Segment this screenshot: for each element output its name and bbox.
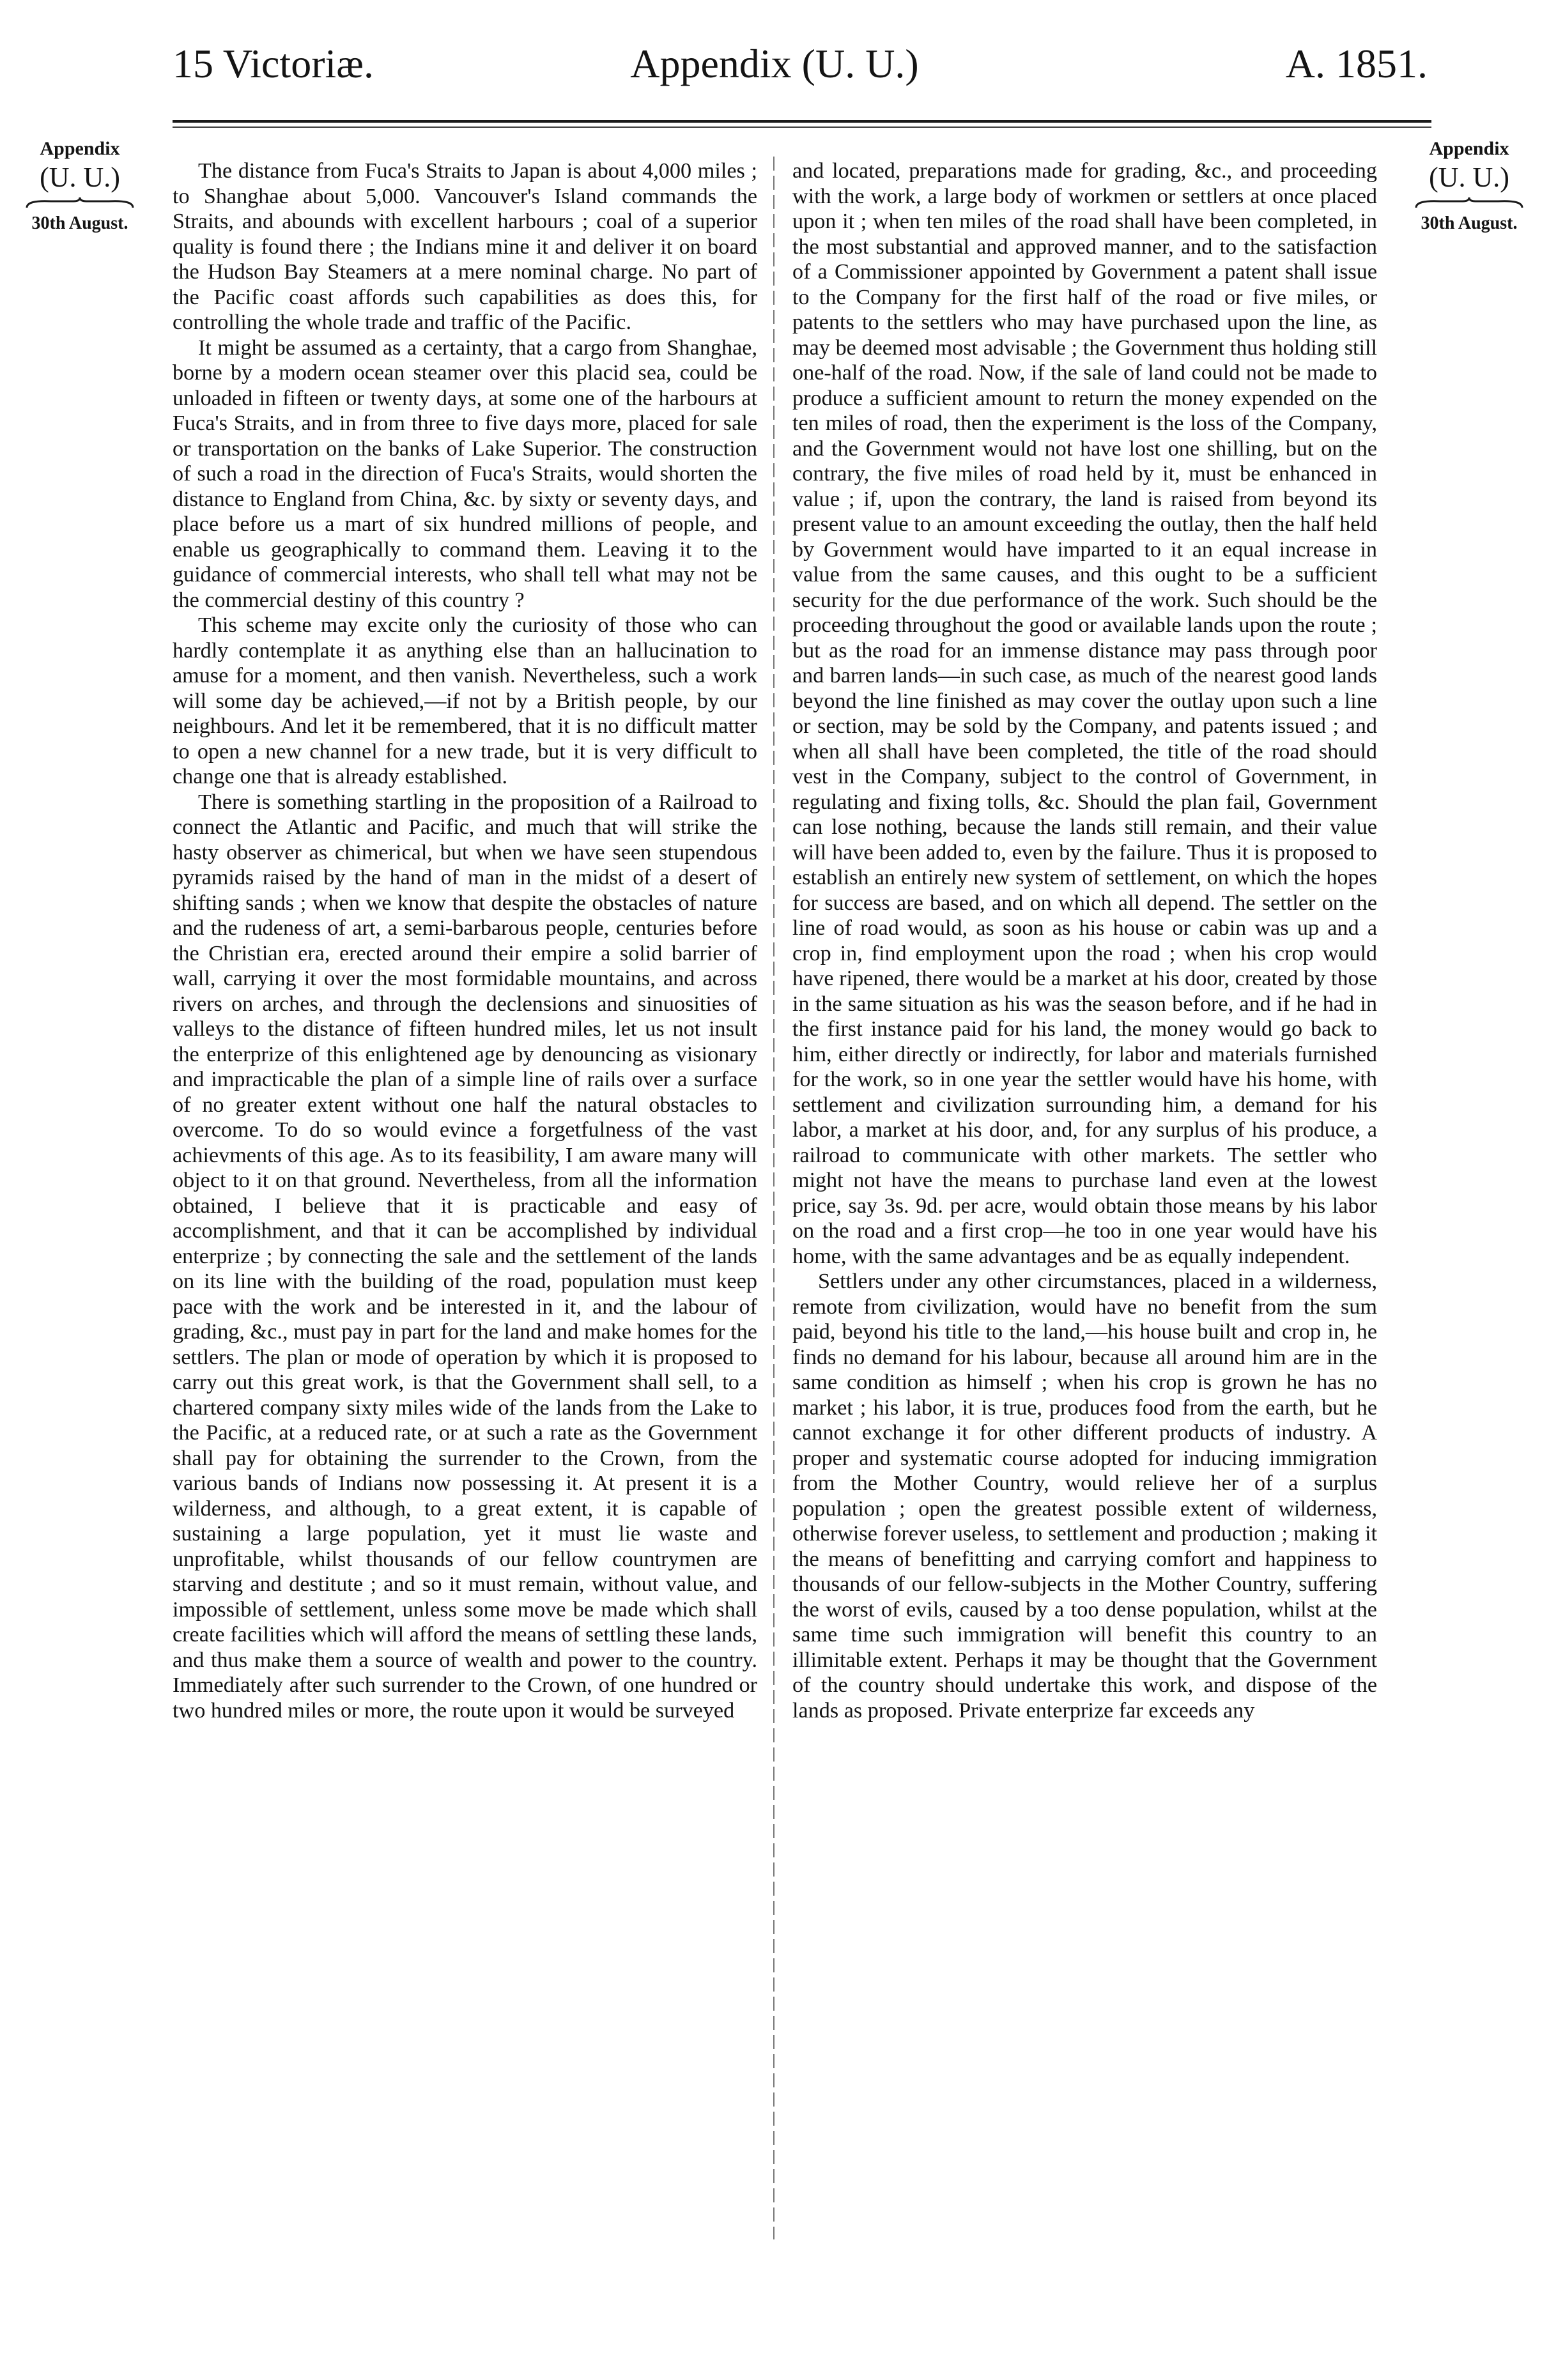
header-session: A. 1851. bbox=[1285, 41, 1428, 86]
left-column bbox=[173, 158, 757, 1723]
paragraph: There is something startling in the proposition of a Railroad to connect the Atlantic and Pacific, and much that will strike the hasty observer as chimerical, but when we have seen stupendous pyramids raised by the hand of man in the midst of a desert of shifting sands ; when we know that despite the obstacles of nature and the rudeness of art, a semi-barbarous people, centuries before the Christian era, erected around their empire a solid barrier of wall, carrying it over the most formidable mountains, and across rivers on arches, and through the declensions and sinuosities of valleys to the distance of fifteen hundred miles, let us not insult the enterprize of this enlightened age by denouncing as visionary and impracticable the plan of a simple line of rails over a surface of no greater extent without one half the natural obstacles to overcome. To do so would evince a forgetfulness of the vast achievments of this age. As to its feasibility, I am aware many will object to it on that ground. Nevertheless, from all the information obtained, I believe that it is practicable and easy of accomplishment, and that it can be accomplished by individual enterprize ; by connecting the sale and the settlement of the lands on its line with the building of the road, population must keep pace with the work and be interested in it, and the labour of grading, &c., must pay in part for the land and make homes for the settlers. The plan or mode of operation by which it is proposed to carry out this great work, is that the Government shall sell, to a chartered company sixty miles wide of the lands from the Lake to the Pacific, at a reduced rate, or at such a rate as the Government shall pay for obtaining the surrender to the Crown, from the various bands of Indians now possessing it. At present it is a wilderness, and although, to a great extent, it is capable of sustaining a large population, yet it must lie waste and unprofitable, whilst thousands of our fellow countrymen are starving and destitute ; and so it must remain, without value, and impossible of settlement, unless some move be made which shall create facilities which will afford the means of settling these lands, and thus make them a source of wealth and power to the country. Immediately after such surrender to the Crown, of one hundred or two hundred miles or more, the route upon it would be surveyed bbox=[173, 790, 757, 1723]
paragraph: It might be assumed as a certainty, that a cargo from Shanghae, borne by a modern ocean steamer over this placid sea, could be unloaded in fifteen or twenty days, at some one of the harbours at Fuca's Straits, and in from three to five days more, placed for sale or transportation on the banks of Lake Superior. The construction of such a road in the direction of Fuca's Straits, would shorten the distance to England from China, &c. by sixty or seventy days, and place before us a mart of six hundred millions of people, and enable us geographically to command them. Leaving it to the guidance of commercial interests, who shall tell what may not be the commercial destiny of this country ? bbox=[173, 335, 757, 612]
paragraph: and located, preparations made for grading, &c., and proceeding with the work, a large body of workmen or settlers at once placed upon it ; when ten miles of the road shall have been completed, in the most substantial and approved manner, and to the satisfaction of a Commissioner appointed by Government a patent shall issue to the Company for the first half of the road or five miles, or patents to the settlers who may have purchased upon the line, as may be deemed most advisable ; the Government thus holding still one-half of the road. Now, if the sale of land could not be made to produce a sufficient amount to return the money expended on the ten miles of road, then the experiment is the loss of the Company, and the Government would not have lost one shilling, but on the contrary, the five miles of road held by it, must be enhanced in value ; if, upon the contrary, the land is raised from beyond its present value to an amount exceeding the outlay, then the half held by Government would have imparted to it an equal increase in value from the same causes, and this ought to be a sufficient security for the due performance of the work. Such should be the proceeding throughout the good or available lands upon the route ; but as the road for an immense distance may pass through poor and barren lands—in such case, as much of the nearest good lands beyond the line finished as may cover the outlay upon such a line or section, may be sold by the Company, and patents issued ; and when all shall have been completed, the title of the road should vest in the Company, subject to the control of Government, in regulating and fixing tolls, &c. Should the plan fail, Government can lose nothing, because the lands still remain, and their value will have been added to, even by the failure. Thus it is proposed to establish an entirely new system of settlement, on which the hopes for success are based, and on which all depend. The settler on the line of road would, as soon as his house or cabin was up and a crop in, find employment upon the road ; when his crop would have ripened, there would be a market at his door, created by those in the same situation as his was the season before, and if he had in the first instance paid for his land, the money would go back to him, either directly or indirectly, for labor and materials furnished for the work, so in one year the settler would have his home, with settlement and civilization surrounding him, a demand for his labor, a market at his door, and, for any surplus of his produce, a railroad to communicate with other markets. The settler who might not have the means to purchase land even at the lowest price, say 3s. 9d. per acre, would obtain those means by his labor on the road and a first crop—he too in one year would have his home, with the same advantages and be as equally independent. bbox=[792, 159, 1377, 1268]
header-year-regnal: 15 Victoriæ. bbox=[173, 41, 374, 86]
paragraph: The distance from Fuca's Straits to Japan is about 4,000 miles ; to Shanghae about 5,000. Vancouver's Island commands the Straits, and abounds with excellent harbours ; coal of a superior quality is found there ; the Indians mine it and deliver it on board the Hudson Bay Steamers at a mere nominal charge. No part of the Pacific coast affords such capabilities as does this, for controlling the whole trade and traffic of the Pacific. bbox=[173, 159, 757, 334]
brace-icon bbox=[1415, 196, 1523, 209]
header-rule bbox=[173, 120, 1431, 123]
header-rule-thin bbox=[173, 127, 1431, 128]
margin-note-code: (U. U.) bbox=[40, 162, 120, 193]
margin-note-code: (U. U.) bbox=[1429, 162, 1509, 193]
margin-note-appendix: Appendix bbox=[1429, 138, 1509, 159]
margin-note-right bbox=[1402, 137, 1536, 234]
page-header bbox=[0, 0, 1549, 128]
paragraph: This scheme may excite only the curiosity of those who can hardly contemplate it as anything else than an hallucination to amuse for a moment, and then vanish. Nevertheless, such a work will some day be achieved,—if not by a British people, by our neighbours. And let it be remembered, that it is no difficult matter to open a new channel for a new trade, but it is very difficult to change one that is already established. bbox=[173, 613, 757, 788]
brace-icon bbox=[26, 196, 134, 209]
paragraph: Settlers under any other circumstances, placed in a wilderness, remote from civilization, would have no benefit from the sum paid, beyond his title to the land,—his house built and crop in, he finds no demand for his labour, because all around him are in the same condition as himself ; when his crop is grown he has no market ; his labor, it is true, produces food from the earth, but he cannot exchange it for other different products of industry. A proper and systematic course adopted for inducing immigration from the Mother Country, would relieve her of a surplus population ; open the greatest possible extent of wilderness, otherwise forever useless, to settlement and production ; making it the means of benefitting and carrying comfort and happiness to thousands of our fellow-subjects in the Mother Country, suffering the worst of evils, caused by a too dense population, whilst at the same time such immigration will benefit this country to an illimitable extent. Perhaps it may be thought that the Government of the country should undertake this work, and dispose of the lands as proposed. Private enterprize far exceeds any bbox=[792, 1270, 1377, 1723]
margin-note-appendix: Appendix bbox=[40, 138, 120, 159]
margin-note-date: 30th August. bbox=[31, 213, 128, 233]
right-column bbox=[792, 158, 1377, 1723]
margin-note-left bbox=[13, 137, 147, 234]
column-divider bbox=[773, 157, 774, 2239]
margin-note-date: 30th August. bbox=[1421, 213, 1518, 233]
header-title: Appendix (U. U.) bbox=[630, 41, 919, 86]
